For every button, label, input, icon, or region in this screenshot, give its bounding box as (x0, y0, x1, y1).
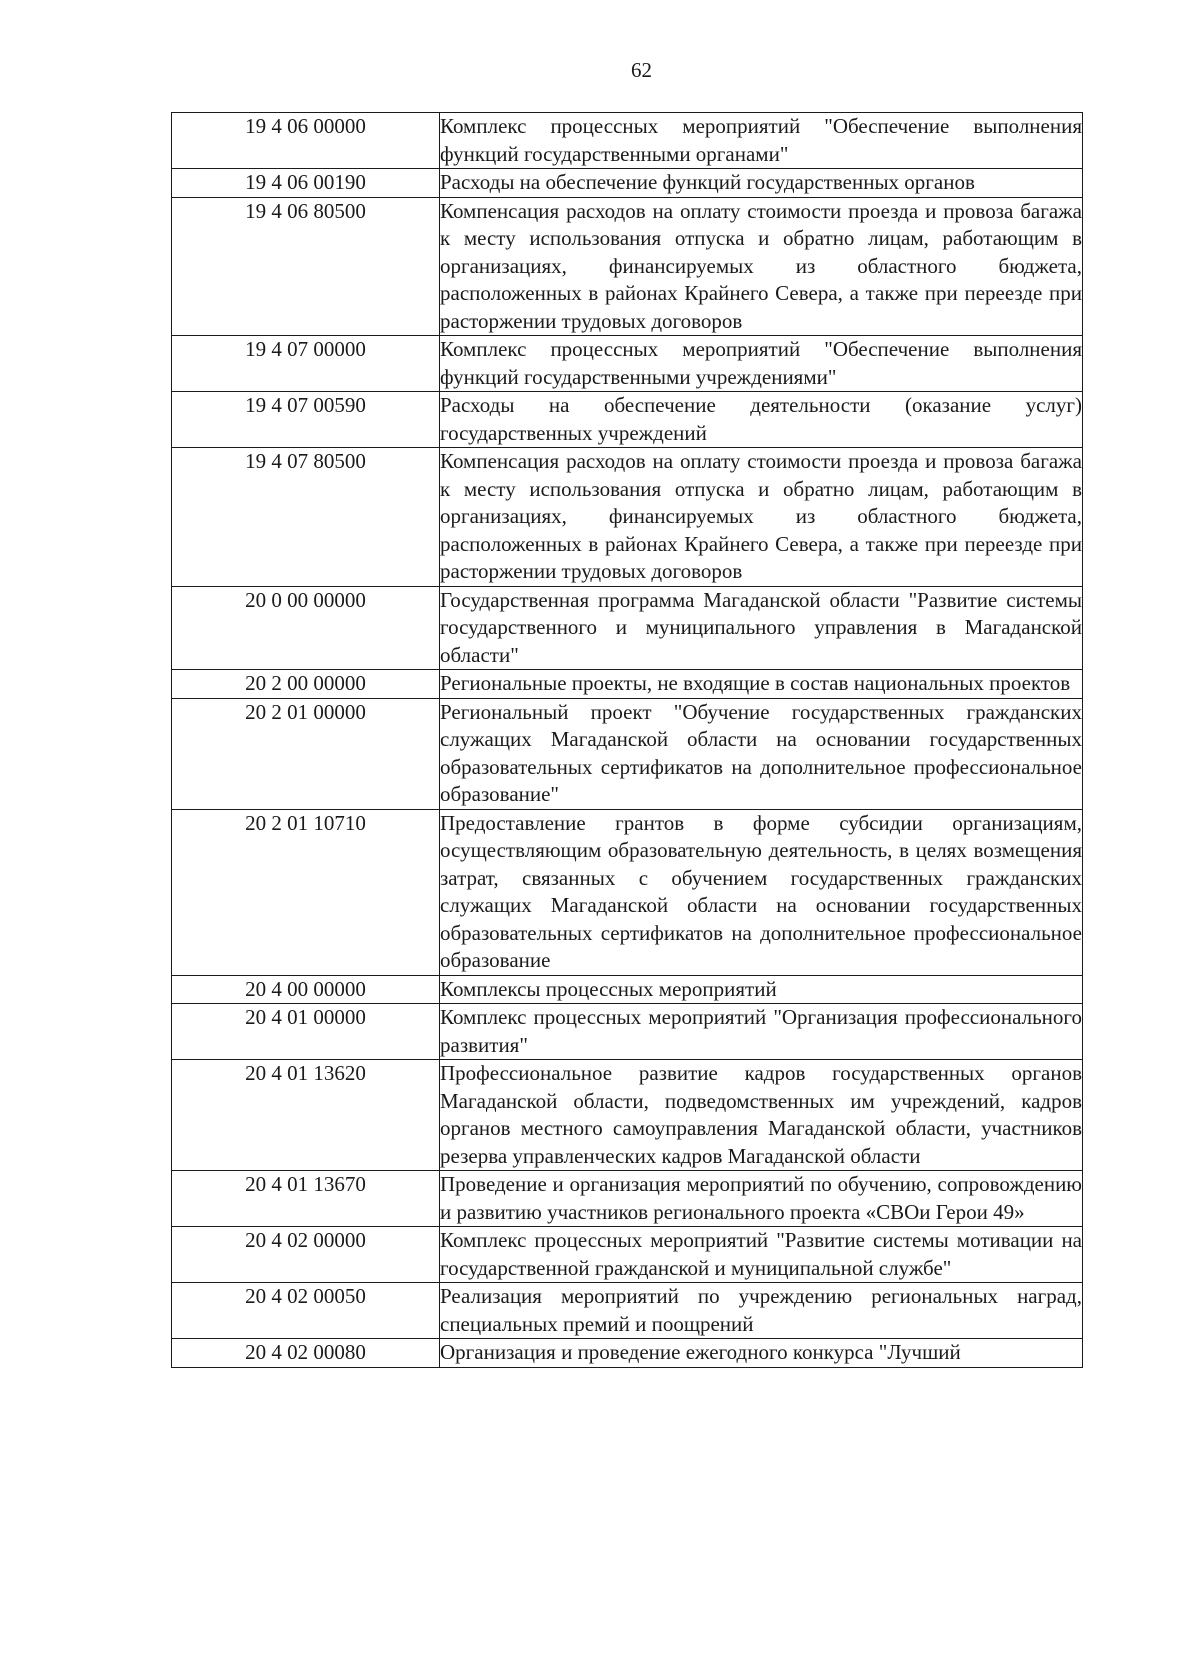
description-cell: Региональный проект "Обучение государственных гражданских служащих Магаданской области на основании государственных образовательных сертификатов на дополнительное профессиональное образование" (440, 698, 1083, 809)
code-cell: 19 4 06 80500 (172, 197, 440, 336)
description-cell: Проведение и организация мероприятий по обучению, сопровождению и развитию участников регионального проекта «СВОи Герои 49» (440, 1171, 1083, 1227)
description-cell: Комплекс процессных мероприятий "Организация профессионального развития" (440, 1004, 1083, 1060)
description-cell: Расходы на обеспечение функций государственных органов (440, 169, 1083, 198)
description-cell: Комплексы процессных мероприятий (440, 975, 1083, 1004)
table-row (172, 975, 1083, 1004)
table-row (172, 1227, 1083, 1283)
code-cell: 20 4 00 00000 (172, 975, 440, 1004)
classification-table (171, 112, 1083, 1368)
table-row (172, 1060, 1083, 1171)
description-cell: Региональные проекты, не входящие в состав национальных проектов (440, 670, 1083, 699)
table-row (172, 670, 1083, 699)
code-cell: 20 4 01 00000 (172, 1004, 440, 1060)
code-cell: 20 2 00 00000 (172, 670, 440, 699)
table-row (172, 1339, 1083, 1368)
description-cell: Комплекс процессных мероприятий "Обеспечение выполнения функций государственными органами" (440, 113, 1083, 169)
table-row (172, 809, 1083, 975)
code-cell: 20 2 01 00000 (172, 698, 440, 809)
code-cell: 20 4 02 00000 (172, 1227, 440, 1283)
code-cell: 20 2 01 10710 (172, 809, 440, 975)
code-cell: 20 4 02 00050 (172, 1283, 440, 1339)
table-row (172, 113, 1083, 169)
description-cell: Компенсация расходов на оплату стоимости проезда и провоза багажа к месту использования отпуска и обратно лицам, работающим в организациях, финансируемых из областного бюджета, расположенных в районах Крайнего Севера, а также при переезде при расторжении трудовых договоров (440, 197, 1083, 336)
code-cell: 20 4 02 00080 (172, 1339, 440, 1368)
description-cell: Профессиональное развитие кадров государственных органов Магаданской области, подведомственных им учреждений, кадров органов местного самоуправления Магаданской области, участников резерва управленческих кадров Магаданской области (440, 1060, 1083, 1171)
table-row (172, 336, 1083, 392)
description-cell: Комплекс процессных мероприятий "Обеспечение выполнения функций государственными учреждениями" (440, 336, 1083, 392)
code-cell: 19 4 07 80500 (172, 448, 440, 587)
code-cell: 19 4 06 00000 (172, 113, 440, 169)
table-row (172, 586, 1083, 670)
description-cell: Компенсация расходов на оплату стоимости проезда и провоза багажа к месту использования отпуска и обратно лицам, работающим в организациях, финансируемых из областного бюджета, расположенных в районах Крайнего Севера, а также при переезде при расторжении трудовых договоров (440, 448, 1083, 587)
table-row (172, 169, 1083, 198)
page-number: 62 (631, 58, 652, 82)
table-row (172, 392, 1083, 448)
description-cell: Комплекс процессных мероприятий "Развитие системы мотивации на государственной гражданской и муниципальной службе" (440, 1227, 1083, 1283)
table-row (172, 1171, 1083, 1227)
table-row (172, 448, 1083, 587)
code-cell: 19 4 06 00190 (172, 169, 440, 198)
description-cell: Реализация мероприятий по учреждению региональных наград, специальных премий и поощрений (440, 1283, 1083, 1339)
table-row (172, 197, 1083, 336)
description-cell: Государственная программа Магаданской области "Развитие системы государственного и муниципального управления в Магаданской области" (440, 586, 1083, 670)
code-cell: 20 4 01 13620 (172, 1060, 440, 1171)
description-cell: Предоставление грантов в форме субсидии организациям, осуществляющим образовательную деятельность, в целях возмещения затрат, связанных с обучением государственных гражданских служащих Магаданской области на основании государственных образовательных сертификатов на дополнительное профессиональное образование (440, 809, 1083, 975)
table-row (172, 1283, 1083, 1339)
table-row (172, 698, 1083, 809)
code-cell: 19 4 07 00000 (172, 336, 440, 392)
description-cell: Расходы на обеспечение деятельности (оказание услуг) государственных учреждений (440, 392, 1083, 448)
table-row (172, 1004, 1083, 1060)
code-cell: 20 4 01 13670 (172, 1171, 440, 1227)
code-cell: 20 0 00 00000 (172, 586, 440, 670)
code-cell: 19 4 07 00590 (172, 392, 440, 448)
description-cell: Организация и проведение ежегодного конкурса "Лучший (440, 1339, 1083, 1368)
